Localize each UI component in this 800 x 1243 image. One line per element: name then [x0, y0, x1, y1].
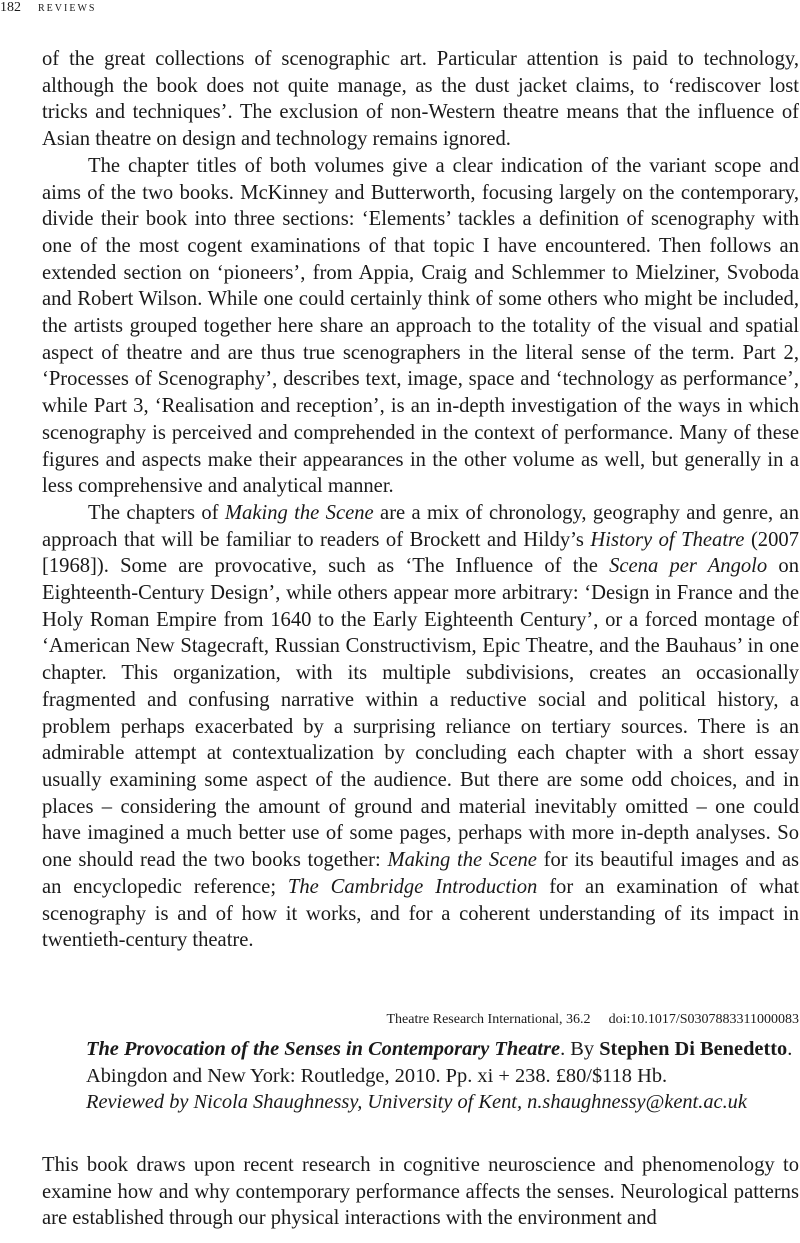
- citation-line: [42, 1010, 799, 1030]
- paragraph-2: The chapter titles of both volumes give a clear indication of the variant scope and aims of the two books. McKinney and Butterworth, focusing largely on the contemporary, divide their book into three sections: ‘Elements’ tackles a definition of scenography with one of the most cogent examinations of that topic I have encountered. Then follows an extended section on ‘pioneers’, from Appia, Craig and Schlemmer to Mielziner, Svoboda and Robert Wilson. While one could certainly think of some others who might be included, the artists grouped together here share an approach to the totality of the visual and spatial aspect of theatre and are thus true scenographers in the literal sense of the term. Part 2, ‘Processes of Scenography’, describes text, image, space and ‘technology as performance’, while Part 3, ‘Realisation and reception’, is an in-depth investigation of the ways in which scenography is perceived and comprehended in the context of performance. Many of these figures and aspects make their appearances in the other volume as well, but generally in a less comprehensive and analytical manner.: [42, 154, 799, 498]
- book-title: Making the Scene: [224, 501, 374, 524]
- book-title: History of Theatre: [590, 528, 745, 551]
- reviewer-line: Reviewed by Nicola Shaughnessy, University of Kent, n.shaughnessy@kent.ac.uk: [86, 1091, 747, 1114]
- review-heading: The Provocation of the Senses in Contemporary Theatre. By Stephen Di Benedetto. Abingdon and New York: Routledge, 2010. Pp. xi + 238. £80/$118 Hb.: [86, 1037, 793, 1087]
- term-italic: Scena per Angolo: [609, 555, 768, 578]
- book-title: Making the Scene: [387, 849, 537, 872]
- page-number: 182: [0, 0, 21, 15]
- journal-name: Theatre Research International, 36.2: [386, 1011, 591, 1027]
- review-title: The Provocation of the Senses in Contemporary Theatre: [86, 1037, 561, 1060]
- page-header: [0, 0, 800, 20]
- paragraph-1: of the great collections of scenographic art. Particular attention is paid to technology, although the book does not quite manage, as the dust jacket claims, to ‘rediscover lost tricks and techniques’. The exclusion of non-Western theatre means that the influence of Asian theatre on design and technology remains ignored.: [42, 48, 799, 151]
- book-title: The Cambridge Introduction: [287, 875, 538, 898]
- review-author: Stephen Di Benedetto: [599, 1037, 788, 1060]
- running-head: reviews: [38, 0, 97, 15]
- doi-link[interactable]: doi:10.1017/S0307883311000083: [608, 1011, 799, 1027]
- paragraph-4: This book draws upon recent research in cognitive neuroscience and phenomenology to examine how and why contemporary performance affects the senses. Neurological patterns are established through our physical interactions with the environment and: [42, 1154, 799, 1230]
- article-body: [42, 46, 799, 1232]
- paragraph-3: The chapters of Making the Scene are a mix of chronology, geography and genre, an approach that will be familiar to readers of Brockett and Hildy’s History of Theatre (2007 [1968]). Some are provocative, such as ‘The Influence of the Scena per Angolo on Eighteenth-Century Design’, while others appear more arbitrary: ‘Design in France and the Holy Roman Empire from 1640 to the Early Eighteenth Century’, or a forced montage of ‘American New Stagecraft, Russian Constructivism, Epic Theatre, and the Bauhaus’ in one chapter. This organization, with its multiple subdivisions, creates an occasionally fragmented and confusing narrative within a reductive social and political history, a problem perhaps exacerbated by a surprising reliance on tertiary sources. There is an admirable attempt at contextualization by concluding each chapter with a short essay usually examining some aspect of the audience. But there are some odd choices, and in places – considering the amount of ground and material inevitably omitted – one could have imagined a much better use of some pages, perhaps with more in-depth analyses. So one should read the two books together: Making the Scene for its beautiful images and as an encyclopedic reference; The Cambridge Introduction for an examination of what scenography is and of how it works, and for a coherent understanding of its impact in twentieth-century theatre.: [42, 501, 800, 952]
